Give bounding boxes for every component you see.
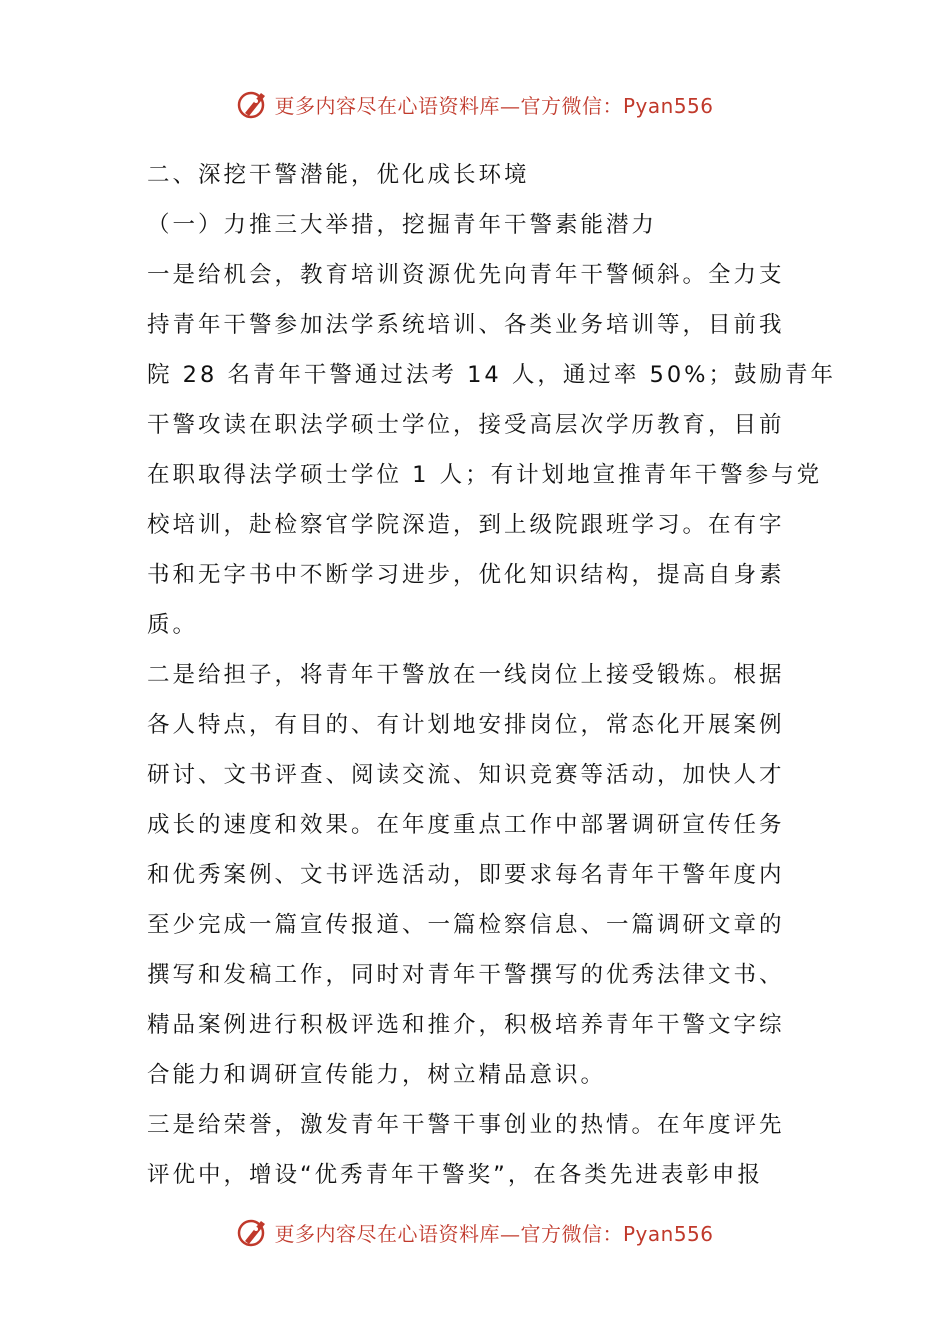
text-line: 三是给荣誉，激发青年干警干事创业的热情。在年度评先: [147, 1112, 785, 1138]
text-line: 院 28 名青年干警通过法考 14 人，通过率 50%；鼓励青年: [147, 362, 837, 388]
text-line: 各人特点，有目的、有计划地安排岗位，常态化开展案例: [147, 712, 785, 738]
paragraph-3: [147, 1100, 807, 1200]
paragraph-1: [147, 250, 837, 650]
text-line: 二是给担子，将青年干警放在一线岗位上接受锻炼。根据: [147, 662, 785, 688]
banner-text: 更多内容尽在心语资料库—官方微信：: [274, 93, 623, 118]
pen-nib-circle-icon: [236, 1215, 270, 1249]
section-heading: 二、深挖干警潜能，优化成长环境: [147, 162, 530, 188]
text-line: 撰写和发稿工作，同时对青年干警撰写的优秀法律文书、: [147, 962, 785, 988]
text-line: 至少完成一篇宣传报道、一篇检察信息、一篇调研文章的: [147, 912, 785, 938]
text-line: 书和无字书中不断学习进步，优化知识结构，提高自身素: [147, 562, 785, 588]
text-line: 和优秀案例、文书评选活动，即要求每名青年干警年度内: [147, 862, 785, 888]
text-line: 校培训，赴检察官学院深造，到上级院跟班学习。在有字: [147, 512, 785, 538]
text-line: 合能力和调研宣传能力，树立精品意识。: [147, 1062, 607, 1088]
text-line: 成长的速度和效果。在年度重点工作中部署调研宣传任务: [147, 812, 785, 838]
banner-text: 更多内容尽在心语资料库—官方微信：: [274, 1221, 623, 1246]
text-line: 在职取得法学硕士学位 1 人；有计划地宣推青年干警参与党: [147, 462, 823, 488]
text-line: 干警攻读在职法学硕士学位，接受高层次学历教育，目前: [147, 412, 785, 438]
paragraph-2: [147, 650, 807, 1100]
text-line: 精品案例进行积极评选和推介，积极培养青年干警文字综: [147, 1012, 785, 1038]
subsection-heading: （一）力推三大举措，挖掘青年干警素能潜力: [147, 212, 658, 238]
text-line: 一是给机会，教育培训资源优先向青年干警倾斜。全力支: [147, 262, 785, 288]
text-line: 评优中，增设“优秀青年干警奖”，在各类先进表彰申报: [147, 1162, 763, 1188]
text-line: 持青年干警参加法学系统培训、各类业务培训等，目前我: [147, 312, 785, 338]
text-line: 质。: [147, 612, 199, 638]
document-body: [147, 150, 837, 1200]
text-line: 研讨、文书评查、阅读交流、知识竞赛等活动，加快人才: [147, 762, 785, 788]
wechat-handle: Pyan556: [622, 1221, 714, 1246]
header-banner: [0, 82, 950, 126]
wechat-handle: Pyan556: [622, 93, 714, 118]
pen-nib-circle-icon: [236, 87, 270, 121]
footer-banner: [0, 1210, 950, 1254]
